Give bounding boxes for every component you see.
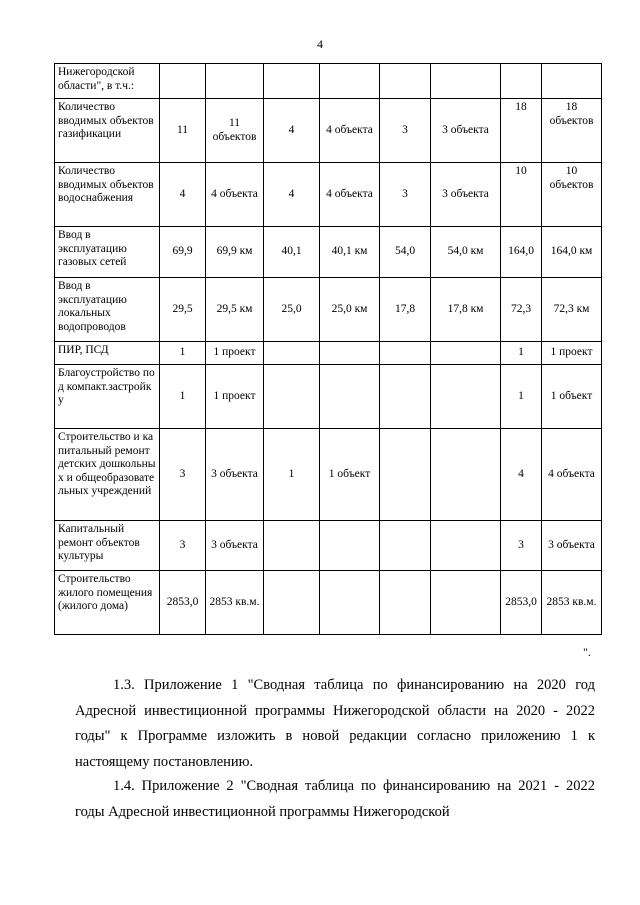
table-cell: 3 bbox=[380, 163, 431, 227]
table-cell: 25,0 bbox=[264, 278, 320, 342]
table-cell bbox=[431, 429, 501, 521]
table-cell: 4 bbox=[501, 429, 542, 521]
table-cell: 1 bbox=[160, 342, 206, 365]
table-row bbox=[55, 163, 602, 227]
table-row bbox=[55, 278, 602, 342]
paragraph-text: 1.4. Приложение 2 "Сводная таблица по финансированию на 2021 - 2022 годы Адресной инвестиционной программы Нижегородской bbox=[75, 778, 595, 820]
table-cell: 25,0 км bbox=[320, 278, 380, 342]
row-label: Нижегородской области", в т.ч.: bbox=[55, 64, 160, 99]
table-cell: 4 bbox=[160, 163, 206, 227]
table-row bbox=[55, 429, 602, 521]
table-row bbox=[55, 99, 602, 163]
table-cell bbox=[380, 429, 431, 521]
table-cell bbox=[264, 64, 320, 99]
table-cell: 40,1 bbox=[264, 227, 320, 278]
targets-table bbox=[54, 63, 602, 635]
table-cell: 3 объекта bbox=[206, 521, 264, 571]
table-cell: 72,3 bbox=[501, 278, 542, 342]
table-cell bbox=[264, 571, 320, 635]
table-cell: 2853,0 bbox=[160, 571, 206, 635]
row-label: ПИР, ПСД bbox=[55, 342, 160, 365]
page-number: 4 bbox=[317, 37, 323, 51]
table-cell: 1 объект bbox=[320, 429, 380, 521]
table-row bbox=[55, 521, 602, 571]
table-cell bbox=[431, 342, 501, 365]
table-cell: 54,0 км bbox=[431, 227, 501, 278]
table-cell: 164,0 bbox=[501, 227, 542, 278]
table-cell: 3 bbox=[501, 521, 542, 571]
table-cell: 4 bbox=[264, 163, 320, 227]
table-cell: 4 объекта bbox=[320, 163, 380, 227]
table-cell bbox=[264, 342, 320, 365]
table-cell: 72,3 км bbox=[542, 278, 602, 342]
table-cell: 69,9 bbox=[160, 227, 206, 278]
table-row bbox=[55, 227, 602, 278]
table-cell: 3 объекта bbox=[542, 521, 602, 571]
table-cell bbox=[206, 64, 264, 99]
table-cell: 54,0 bbox=[380, 227, 431, 278]
table-cell bbox=[431, 365, 501, 429]
table-cell: 29,5 bbox=[160, 278, 206, 342]
table-cell: 10 объектов bbox=[542, 163, 602, 227]
table-cell: 164,0 км bbox=[542, 227, 602, 278]
row-label: Строительство жилого помещения (жилого дома) bbox=[55, 571, 160, 635]
row-label: Ввод в эксплуатацию газовых сетей bbox=[55, 227, 160, 278]
row-label: Благоустройство под компакт.застройку bbox=[55, 365, 160, 429]
table-row bbox=[55, 342, 602, 365]
closing-quote-mark: ". bbox=[583, 645, 591, 659]
table-cell bbox=[320, 571, 380, 635]
table-cell: 3 объекта bbox=[431, 99, 501, 163]
row-label: Количество вводимых объектов водоснабжения bbox=[55, 163, 160, 227]
table-cell: 4 объекта bbox=[542, 429, 602, 521]
paragraph-text: 1.3. Приложение 1 "Сводная таблица по финансированию на 2020 год Адресной инвестиционной программы Нижегородской области на 2020 - 2022 годы" к Программе изложить в новой редакции согласно приложению 1 к настоящему постановлению. bbox=[75, 677, 595, 770]
table-cell: 1 bbox=[264, 429, 320, 521]
table-cell: 3 bbox=[380, 99, 431, 163]
table-cell: 4 bbox=[264, 99, 320, 163]
table-cell bbox=[380, 342, 431, 365]
table-cell bbox=[320, 521, 380, 571]
row-label: Количество вводимых объектов газификации bbox=[55, 99, 160, 163]
table-cell: 3 объекта bbox=[206, 429, 264, 521]
paragraph bbox=[75, 774, 595, 825]
table-cell bbox=[542, 64, 602, 99]
table-cell bbox=[320, 64, 380, 99]
row-label: Капитальный ремонт объектов культуры bbox=[55, 521, 160, 571]
table-cell: 3 объекта bbox=[431, 163, 501, 227]
table-cell: 1 проект bbox=[206, 365, 264, 429]
table-cell: 11 bbox=[160, 99, 206, 163]
table-cell bbox=[431, 521, 501, 571]
table-cell: 18 объектов bbox=[542, 99, 602, 163]
table-cell bbox=[380, 571, 431, 635]
table-cell bbox=[320, 365, 380, 429]
table-cell bbox=[380, 365, 431, 429]
table-cell: 17,8 км bbox=[431, 278, 501, 342]
table-row bbox=[55, 571, 602, 635]
table-cell: 1 bbox=[501, 365, 542, 429]
table-cell bbox=[501, 64, 542, 99]
row-label: Строительство и капитальный ремонт детских дошкольных и общеобразовательных учреждений bbox=[55, 429, 160, 521]
table-row bbox=[55, 64, 602, 99]
table-cell bbox=[264, 365, 320, 429]
table-cell: 1 проект bbox=[542, 342, 602, 365]
table-cell: 1 проект bbox=[206, 342, 264, 365]
table-cell bbox=[431, 64, 501, 99]
table-cell: 2853 кв.м. bbox=[542, 571, 602, 635]
table-cell bbox=[264, 521, 320, 571]
table-cell: 4 объекта bbox=[320, 99, 380, 163]
table-cell: 3 bbox=[160, 521, 206, 571]
table-cell: 1 bbox=[160, 365, 206, 429]
table-cell: 69,9 км bbox=[206, 227, 264, 278]
table-cell: 11 объектов bbox=[206, 99, 264, 163]
table-cell: 17,8 bbox=[380, 278, 431, 342]
table-cell: 4 объекта bbox=[206, 163, 264, 227]
table-cell: 18 bbox=[501, 99, 542, 163]
table-cell bbox=[160, 64, 206, 99]
table-cell bbox=[380, 521, 431, 571]
table-cell: 10 bbox=[501, 163, 542, 227]
table-cell bbox=[431, 571, 501, 635]
table-cell: 2853 кв.м. bbox=[206, 571, 264, 635]
paragraph bbox=[75, 673, 595, 775]
table-cell: 1 объект bbox=[542, 365, 602, 429]
table-cell: 29,5 км bbox=[206, 278, 264, 342]
table-cell: 1 bbox=[501, 342, 542, 365]
table-cell: 3 bbox=[160, 429, 206, 521]
table-cell bbox=[380, 64, 431, 99]
table-row bbox=[55, 365, 602, 429]
table-cell: 2853,0 bbox=[501, 571, 542, 635]
table-cell bbox=[320, 342, 380, 365]
table-cell: 40,1 км bbox=[320, 227, 380, 278]
row-label: Ввод в эксплуатацию локальных водопроводов bbox=[55, 278, 160, 342]
